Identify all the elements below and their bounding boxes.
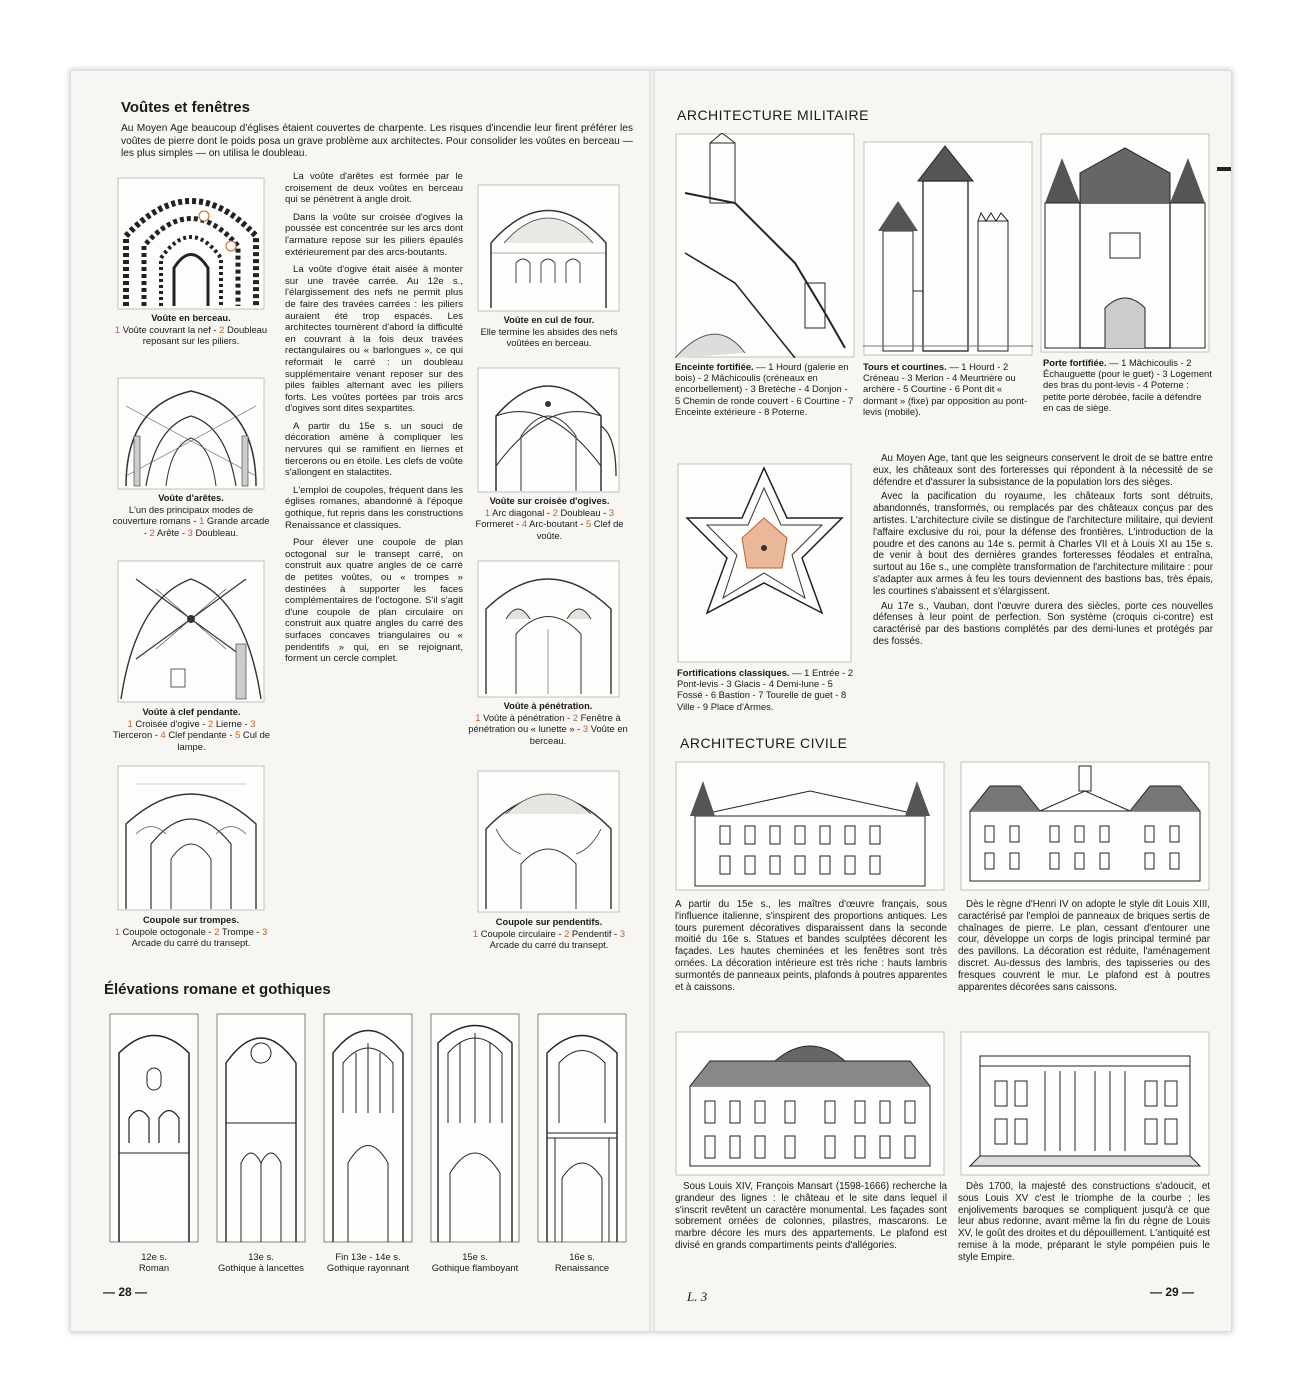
penetration-vault-caption (463, 701, 633, 746)
renaissance-text (675, 899, 947, 996)
caption-item: Voûte en berceau. (529, 723, 628, 746)
caption-item: Fenêtre à pénétration ou « lunette » - (468, 712, 621, 735)
fortified-enclosure-illustration (675, 133, 855, 358)
caption-number: 2 (149, 526, 155, 538)
signature-mark: L. 3 (687, 1289, 708, 1304)
half-dome-caption-title: Voûte en cul de four. (503, 315, 595, 325)
elevation-caption (529, 1251, 635, 1273)
elevations-captions (101, 1251, 631, 1281)
caption-number: 2 (564, 928, 570, 940)
enclosure-caption-text: — 1 Hourd (galerie en bois) - 2 Mâchicoulis (créneaux en encorbellement) - 3 Bretèche - 4 Donjon - 5 Chemin de ronde couvert - 6 Courtine - 7 Enceinte extérieure - 8 Poterne. (675, 361, 854, 417)
vauban-fort-caption (677, 667, 857, 712)
paragraph-louis-xiii: Dès le règne d'Henri IV on adopte le style dit Louis XIII, caractérisé par l'emploi de panneaux de briques sertis de chaînages de pierre. Le plan, cessant d'entourer une cour, développe un corps de logis principal terminé par des pavillons. La décoration est réduite, l'aménagement discret. Au-dessus des lambris, des tapisseries ou des fresques couvrent le mur. Le plafond est à poutres apparentes décorées sans caissons. (958, 899, 1210, 993)
lancet-gothic-elevation-illustration (216, 1013, 306, 1243)
paragraph-squinches-pendentives: Pour élever une coupole de plan octogonal sur le transept carré, on construit aux quatre angles de ce carré de petites voûtes, ou « trompes » destinées à supporter les faces complémentaires de l'octogone. S'il s'agit d'une coupole de plan circulaire on construit aux quatre angles du carré des surfaces concaves triangulaires ou « pendentifs » qui, en se rejoignant, forment un cercle complet. (285, 537, 463, 665)
enclosure-caption-title: Enceinte fortifiée. (675, 361, 754, 372)
paragraph-vauban: Au 17e s., Vauban, dont l'œuvre durera des siècles, porte ces nouvelles défenses à leur point de perfection. Son système (croquis ci-contre) est caractérisé par des bastions complétés par des demi-lunes et protégés par des fossés. (873, 600, 1213, 647)
caption-number: 4 (160, 729, 166, 741)
caption-item: Arête - (156, 526, 185, 538)
caption-number: 3 (582, 723, 589, 735)
caption-item: Tierceron - (112, 729, 158, 741)
caption-number: 5 (235, 729, 241, 741)
vauban-fort-caption-title: Fortifications classiques. (677, 667, 790, 678)
caption-number: 1 (484, 507, 491, 519)
paragraph-louis-xv: Dès 1700, la majesté des constructions s'adoucit, et sous Louis XV c'est le triomphe de la courbe ; les enjolivements baroques se compliquent jusqu'à ce que leur abus redonne, avant même la fin du règne de Louis XV, le goût des droites et du dépouillement. L'antiquité est remise à la mode, préparant le style pompéien puis le style Empire. (958, 1181, 1210, 1263)
caption-number: 3 (250, 718, 256, 730)
military-text-block (873, 453, 1213, 651)
elevations-row (101, 1013, 631, 1251)
pendentive-dome-caption (469, 917, 629, 951)
pendant-keystone-vault-caption (109, 707, 274, 752)
caption-item: Doubleau reposant sur les piliers. (142, 324, 268, 347)
mansart-chateau-illustration (675, 1031, 945, 1176)
caption-item: Coupole octogonale - (122, 926, 212, 938)
caption-number: 3 (608, 507, 615, 519)
vaults-intro: Au Moyen Age beaucoup d'églises étaient couvertes de charpente. Les risques d'incendie leur firent préférer les voûtes de pierre dont le poids posa un grave problème aux architectes. Pour consolider les voûtes en berceau — les plus simples — on utilisa le doubleau. (121, 123, 633, 159)
elevation-caption (315, 1251, 421, 1273)
paragraph-middle-ages: Au Moyen Age, tant que les seigneurs conservent le droit de se battre entre eux, les châteaux sont des forteresses qui répondent à la nécessité de se défendre et d'assurer la subsistance de la population lors des sièges. (873, 453, 1213, 488)
towers-caption-title: Tours et courtines. (863, 361, 947, 372)
paragraph-15th-century: A partir du 15e s. un souci de décoration amène à compliquer les nervures qui se ramifient en liernes et tiercerons ou en étoile. Les clefs de voûte s'allongent en stalactites. (285, 420, 463, 479)
romanesque-elevation-illustration (109, 1013, 199, 1243)
rib-vault-illustration (476, 366, 621, 494)
pendant-keystone-vault-illustration (116, 559, 266, 704)
paragraph-mansart: Sous Louis XIV, François Mansart (1598-1666) recherche la grandeur des lignes : le château et le site dans lequel il s'inscrit revêtent un caractère monumental. Les façades sont sobrement ornées de colonnes, pilastres, mascarons. Le marbre décore les murs des appartements. Le plafond est divisé en grands compartiments peints d'allégories. (675, 1181, 947, 1251)
elevation-caption (101, 1251, 207, 1273)
page-tab-mark (1217, 167, 1231, 171)
fortified-enclosure-caption (675, 361, 855, 417)
caption-number: 1 (127, 718, 133, 730)
louis-xiii-chateau-illustration (960, 761, 1210, 891)
fortified-gate-caption (1043, 357, 1213, 413)
civil-architecture-title: ARCHITECTURE CIVILE (680, 735, 848, 751)
gate-caption-text: — 1 Mâchicoulis - 2 Échauguette (pour le guet) - 3 Logement des bras du pont-levis - 4 Poterne : petite porte dérobée, facile à défendre en cas de siège. (1043, 357, 1212, 413)
paragraph-renaissance: A partir du 15e s., les maîtres d'œuvre français, sous l'influence italienne, s'inspirent des proportions antiques. Les tours purement décoratives disparaissent dans la seconde moitié du 16e s. Statues et bandes sculptées décorent les façades. Les hautes cheminées et les fenêtres sont très ornées. La décoration intérieure est très riche : hauts lambris surmontés de panneaux peints, plafonds à poutres apparentes et à caissons. (675, 899, 947, 993)
rib-vault-caption-title: Voûte sur croisée d'ogives. (489, 496, 610, 506)
caption-text: Elle termine les absides des nefs voûtées en berceau. (480, 326, 618, 349)
caption-item: Pendentif - (571, 928, 618, 940)
elevation-caption (208, 1251, 314, 1273)
caption-number: 5 (585, 518, 592, 530)
caption-item: Clef de voûte. (536, 518, 624, 541)
neoclassical-hotel-illustration (960, 1031, 1210, 1176)
caption-item: Grande arcade - (143, 515, 270, 538)
caption-item: Voûte à pénétration - (483, 712, 571, 724)
military-architecture-title: ARCHITECTURE MILITAIRE (677, 107, 869, 123)
elevation-style: Roman (138, 1262, 170, 1273)
vaults-title: Voûtes et fenêtres (121, 99, 250, 116)
caption-number: 2 (214, 926, 220, 938)
renaissance-elevation-illustration (537, 1013, 627, 1243)
caption-item: Voûte couvrant la nef - (122, 324, 217, 336)
squinch-dome-caption (111, 915, 271, 949)
barrel-vault-caption (111, 313, 271, 347)
caption-number: 3 (262, 926, 268, 938)
page-number-left: — 28 — (103, 1285, 148, 1299)
paragraph-pacification: Avec la pacification du royaume, les châteaux forts sont détruits, abandonnés, transformés, ou remplacés par des châteaux conçus par des artistes. L'architecture civile se distingue de l'architecture militaire, qui devient l'affaire exclusive du roi, pour la défense des frontières. L'introduction de la poudre et des canons au 14e s. permit à Charles VII et à Louis XI au 15e s. de venir à bout des dernières grandes forteresses féodales et entraîna, surtout au 16e s., une complète transformation de l'architecture militaire : pour s'adapter aux armes à feu les tours deviennent des bastions bas, très épais, les courtines s'abaissent et s'élargissent. (873, 491, 1213, 597)
louis-xiii-text (958, 899, 1210, 996)
pendentive-dome-illustration (476, 769, 621, 914)
renaissance-chateau-illustration (675, 761, 945, 891)
pendentive-caption-title: Coupole sur pendentifs. (495, 917, 603, 927)
page-number-right: — 29 — (1150, 1285, 1195, 1299)
squinch-dome-illustration (116, 764, 266, 912)
paragraph-rib-vault: Dans la voûte sur croisée d'ogives la poussée est concentrée sur les arcs dont l'armature repose sur les piliers épaulés extérieurement par des arcs-boutants. (285, 211, 463, 258)
caption-number: 4 (521, 518, 528, 530)
elevation-century: 16e s. (569, 1251, 595, 1262)
flamboyant-gothic-elevation-illustration (430, 1013, 520, 1243)
groin-vault-caption (111, 493, 271, 538)
caption-item: Coupole circulaire - (480, 928, 562, 940)
barrel-vault-illustration (116, 176, 266, 311)
towers-caption (863, 361, 1033, 417)
half-dome-illustration (476, 183, 621, 313)
caption-number: 1 (472, 928, 479, 940)
caption-number: 3 (619, 928, 626, 940)
book-spread (70, 70, 1232, 1332)
caption-number: 2 (219, 324, 225, 336)
caption-text: L'un des principaux modes de couverture romans - (112, 504, 254, 527)
caption-item: Arcade du carré du transept. (131, 937, 251, 949)
caption-item: Formeret - (475, 518, 520, 530)
right-page (655, 71, 1231, 1331)
paragraph-domes: L'emploi de coupoles, fréquent dans les églises romanes, abandonné à l'époque gothique, fut repris dans les constructions Renaissance et classiques. (285, 484, 463, 531)
caption-number: 3 (187, 526, 193, 538)
paragraph-ogive: La voûte d'ogive était aisée à monter sur une travée carrée. Au 12e s., l'élargissement des nefs ne permit plus de faire des travées carrées : les piliers auraient été trop espacés. Les architectes tournèrent d'abord la difficulté en couvrant à la fois deux travées rectangulaires ou « barlongues », ce qui reformait le carré : un doubleau supplémentaire venant reposer sur des piles faibles alternant avec les piliers forts. Les voûtes portées par trois arcs d'ogives sont dites sexpartites. (285, 264, 463, 415)
left-page (71, 71, 649, 1331)
caption-item: Cul de lampe. (177, 729, 271, 752)
half-dome-caption (469, 315, 629, 349)
paragraph-groin-vault: La voûte d'arêtes est formée par le croisement de deux voûtes en berceau qui se pénètrent à angle droit. (285, 171, 463, 206)
groin-vault-illustration (116, 376, 266, 491)
gate-caption-title: Porte fortifiée. (1043, 357, 1107, 368)
rib-vault-caption (467, 496, 632, 541)
elevation-style: Gothique rayonnant (326, 1262, 410, 1273)
fortified-gate-illustration (1040, 133, 1210, 353)
caption-number: 2 (552, 507, 558, 519)
caption-item: Doubleau. (195, 526, 239, 538)
barrel-vault-caption-title: Voûte en berceau. (151, 313, 231, 323)
vauban-star-fort-illustration (677, 463, 852, 663)
elevation-century: 15e s. (462, 1251, 488, 1262)
caption-number: 1 (475, 712, 481, 724)
caption-number: 1 (114, 926, 120, 938)
caption-number: 1 (114, 324, 121, 336)
pendant-keystone-caption-title: Voûte à clef pendante. (142, 707, 241, 717)
penetration-caption-title: Voûte à pénétration. (503, 701, 593, 711)
caption-item: Arcade du carré du transept. (489, 939, 609, 951)
caption-item: Lierne - (215, 718, 248, 730)
elevation-style: Gothique à lancettes (218, 1262, 304, 1273)
penetration-vault-illustration (476, 559, 621, 699)
elevation-style: Renaissance (554, 1262, 610, 1273)
caption-item: Arc-boutant - (529, 518, 584, 530)
caption-number: 1 (199, 515, 205, 527)
caption-item: Croisée d'ogive - (135, 718, 206, 730)
louis-xv-text (958, 1181, 1210, 1267)
caption-item: Trompe - (221, 926, 260, 938)
vaults-text-column (285, 171, 463, 671)
groin-vault-caption-title: Voûte d'arêtes. (158, 493, 224, 503)
vauban-fort-caption-text: — 1 Entrée - 2 Pont-levis - 3 Glacis - 4 Demi-lune - 5 Fossé - 6 Bastion - 7 Tourelle de guet - 8 Ville - 9 Place d'Armes. (677, 667, 854, 712)
mansart-text (675, 1181, 947, 1255)
caption-item: Doubleau - (560, 507, 607, 519)
elevation-century: 12e s. (141, 1251, 167, 1262)
towers-caption-text: — 1 Hourd - 2 Créneau - 3 Merlon - 4 Meurtrière ou archère - 5 Courtine - 6 Pont dit « dormant » (fixe) par opposition au pont-levis (mobile). (863, 361, 1028, 417)
elevation-caption (422, 1251, 528, 1273)
caption-item: Clef pendante - (168, 729, 233, 741)
elevations-title: Élévations romane et gothiques (104, 981, 331, 998)
towers-and-curtain-walls-illustration (863, 141, 1033, 356)
squinch-caption-title: Coupole sur trompes. (142, 915, 240, 925)
elevation-century: 13e s. (248, 1251, 274, 1262)
caption-item: Arc diagonal - (492, 507, 550, 519)
caption-number: 2 (572, 712, 578, 724)
elevation-century: Fin 13e - 14e s. (335, 1251, 401, 1262)
rayonnant-gothic-elevation-illustration (323, 1013, 413, 1243)
elevation-style: Gothique flamboyant (431, 1262, 519, 1273)
caption-number: 2 (208, 718, 214, 730)
